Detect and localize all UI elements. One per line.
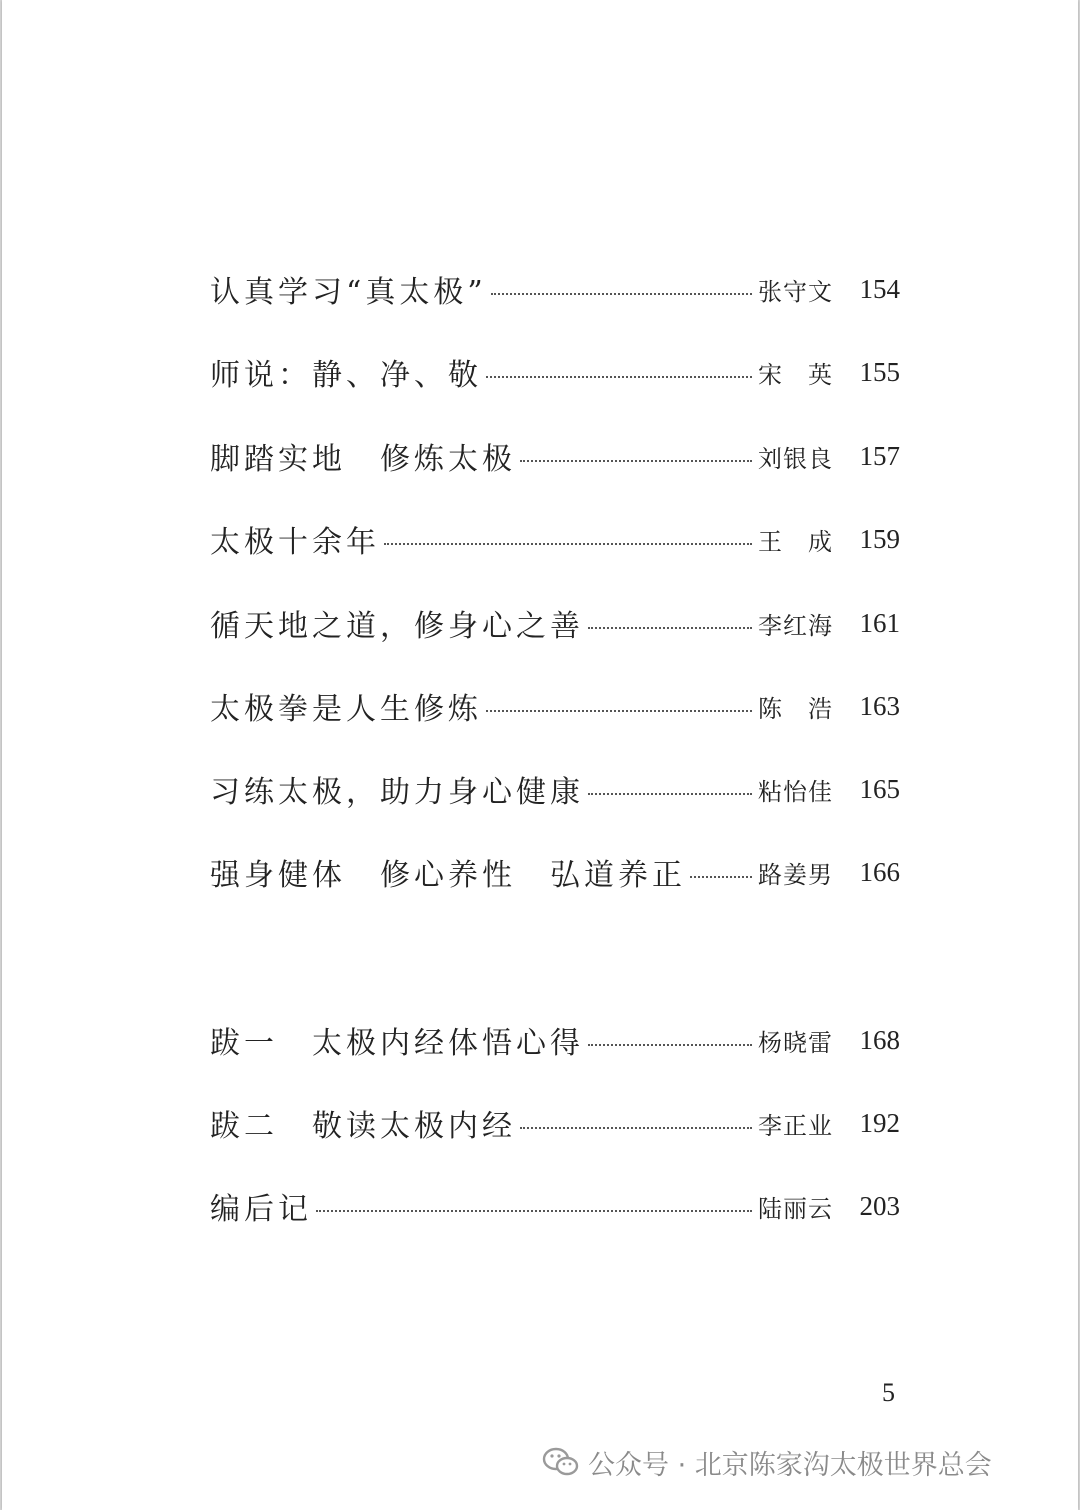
toc-entry[interactable] <box>210 681 900 731</box>
dot-leader <box>384 543 752 545</box>
toc-entry-page: 203 <box>859 1190 900 1221</box>
toc-entry[interactable] <box>210 1015 900 1065</box>
toc-entry-page: 155 <box>859 356 900 387</box>
toc-entry-title: 循天地之道，修身心之善 <box>210 609 584 644</box>
toc-entry[interactable] <box>210 847 900 897</box>
toc-entry-author: 陈 浩 <box>758 694 833 723</box>
toc-entry-page: 159 <box>859 523 900 554</box>
toc-entry-page: 192 <box>859 1107 900 1138</box>
dot-leader <box>520 1127 752 1129</box>
dot-leader <box>486 376 752 378</box>
dot-leader <box>520 460 752 462</box>
toc-entry-author: 宋 英 <box>758 360 833 389</box>
wechat-icon <box>542 1446 580 1478</box>
toc-entry-author: 李正业 <box>758 1111 833 1140</box>
toc-entry-page: 165 <box>859 773 900 804</box>
dot-leader <box>588 793 752 795</box>
toc-entry-title: 师说：静、净、敬 <box>210 358 482 393</box>
toc-entry[interactable] <box>210 431 900 481</box>
toc-entry-title: 太极十余年 <box>210 525 380 560</box>
toc-entry-page: 163 <box>859 690 900 721</box>
toc-entry-page: 161 <box>859 607 900 638</box>
toc-entry-author: 陆丽云 <box>758 1194 833 1223</box>
toc-entry-author: 王 成 <box>758 527 833 556</box>
toc-entry[interactable] <box>210 1098 900 1148</box>
dot-leader <box>316 1210 752 1212</box>
toc-entry-author: 粘怡佳 <box>758 777 833 806</box>
toc-entry-page: 166 <box>859 856 900 887</box>
toc-entry-author: 张守文 <box>758 277 833 306</box>
watermark-text: 公众号 · 北京陈家沟太极世界总会 <box>588 1449 992 1481</box>
dot-leader <box>588 627 752 629</box>
document-page <box>2 0 1078 1510</box>
toc-entry[interactable] <box>210 264 900 314</box>
dot-leader <box>690 876 752 878</box>
toc-entry-title: 太极拳是人生修炼 <box>210 692 482 727</box>
toc-entry-title: 编后记 <box>210 1192 312 1227</box>
toc-entry-page: 154 <box>859 273 900 304</box>
toc-entry-page: 168 <box>859 1024 900 1055</box>
toc-entry[interactable] <box>210 1181 900 1231</box>
dot-leader <box>588 1044 752 1046</box>
toc-entry-author: 李红海 <box>758 611 833 640</box>
toc-entry[interactable] <box>210 347 900 397</box>
toc-entry-title: 强身健体 修心养性 弘道养正 <box>210 858 686 893</box>
toc-entry-title: 认真学习“真太极” <box>210 275 487 310</box>
toc-entry-title: 习练太极，助力身心健康 <box>210 775 584 810</box>
toc-entry[interactable] <box>210 514 900 564</box>
wechat-watermark <box>542 1442 992 1482</box>
toc-entry-author: 刘银良 <box>758 444 833 473</box>
page-number: 5 <box>882 1378 895 1407</box>
toc-entry-title: 跋一 太极内经体悟心得 <box>210 1026 584 1061</box>
toc-entry-author: 杨晓雷 <box>758 1028 833 1057</box>
toc-entry[interactable] <box>210 598 900 648</box>
dot-leader <box>491 293 752 295</box>
toc-entry[interactable] <box>210 764 900 814</box>
toc-entry-author: 路姜男 <box>758 860 833 889</box>
toc-entry-page: 157 <box>859 440 900 471</box>
toc-entry-title: 脚踏实地 修炼太极 <box>210 442 516 477</box>
toc-entry-title: 跋二 敬读太极内经 <box>210 1109 516 1144</box>
dot-leader <box>486 710 752 712</box>
